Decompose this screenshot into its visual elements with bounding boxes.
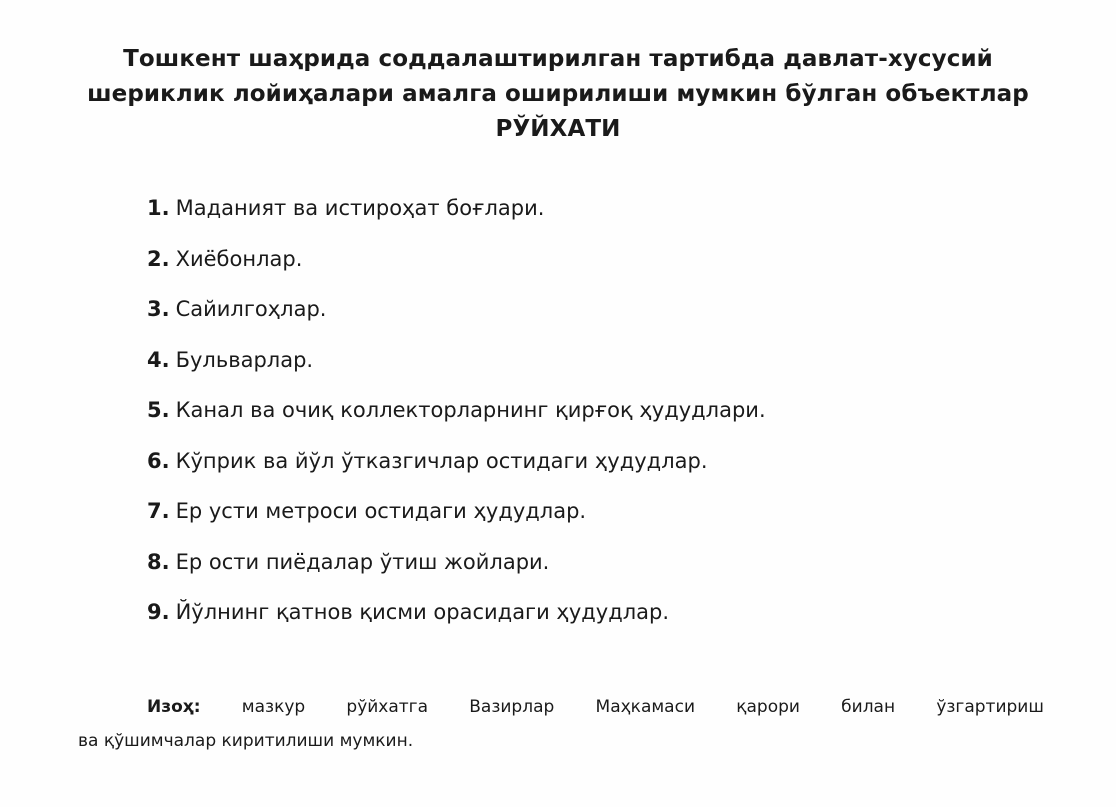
list-item-text: Канал ва очиқ коллекторларнинг қирғоқ ҳудудлари. bbox=[175, 398, 766, 422]
note-line-2: ва қўшимчалар киритилиши мумкин. bbox=[78, 731, 414, 751]
list-item-number: 5. bbox=[147, 398, 170, 422]
note-word: мазкур bbox=[241, 697, 306, 717]
list-item-number: 2. bbox=[147, 246, 170, 271]
note-label: Изоҳ: bbox=[147, 697, 201, 717]
list-item-number: 6. bbox=[147, 448, 170, 473]
note-word: Маҳкамаси bbox=[595, 697, 695, 717]
list-item-number: 3. bbox=[147, 297, 170, 321]
list-item-text: Сайилгоҳлар. bbox=[175, 297, 327, 321]
list-item-number: 4. bbox=[147, 347, 170, 372]
list-item-text: Йўлнинг қатнов қисми орасидаги ҳудудлар. bbox=[175, 600, 670, 624]
list-item-text: Бульварлар. bbox=[175, 347, 314, 372]
list-item bbox=[147, 443, 766, 494]
note-word: ўзгартириш bbox=[936, 697, 1044, 717]
note-line-1 bbox=[78, 690, 1044, 724]
list-item bbox=[147, 493, 766, 544]
title-line-2: шериклик лойиҳалари амалга оширилиши мумкин бўлган объектлар bbox=[87, 81, 1029, 107]
list-item bbox=[147, 342, 766, 393]
list-item bbox=[147, 291, 766, 342]
list-item-text: Ер ости пиёдалар ўтиш жойлари. bbox=[175, 549, 550, 574]
list-item-number: 8. bbox=[147, 549, 170, 574]
list-item-text: Хиёбонлар. bbox=[175, 246, 303, 271]
list-item bbox=[147, 594, 766, 645]
note-word: билан bbox=[841, 697, 896, 717]
list-item bbox=[147, 392, 766, 443]
list-item-number: 9. bbox=[147, 600, 170, 624]
note-word: қарори bbox=[736, 697, 800, 717]
title-line-3: РЎЙХАТИ bbox=[495, 116, 621, 142]
note-word: рўйхатга bbox=[346, 697, 429, 717]
objects-list bbox=[147, 190, 766, 645]
list-item-text: Ер усти метроси остидаги ҳудудлар. bbox=[175, 499, 587, 523]
list-item-number: 7. bbox=[147, 499, 170, 523]
list-item-text: Маданият ва истироҳат боғлари. bbox=[175, 196, 545, 220]
document-title bbox=[40, 42, 1076, 147]
list-item bbox=[147, 241, 766, 292]
note-word: Вазирлар bbox=[469, 697, 555, 717]
list-item bbox=[147, 190, 766, 241]
note-paragraph bbox=[78, 690, 1044, 758]
list-item-number: 1. bbox=[147, 196, 170, 220]
list-item bbox=[147, 544, 766, 595]
title-line-1: Тошкент шаҳрида соддалаштирилган тартибда давлат-хусусий bbox=[123, 46, 993, 72]
list-item-text: Кўприк ва йўл ўтказгичлар остидаги ҳудудлар. bbox=[175, 448, 708, 473]
